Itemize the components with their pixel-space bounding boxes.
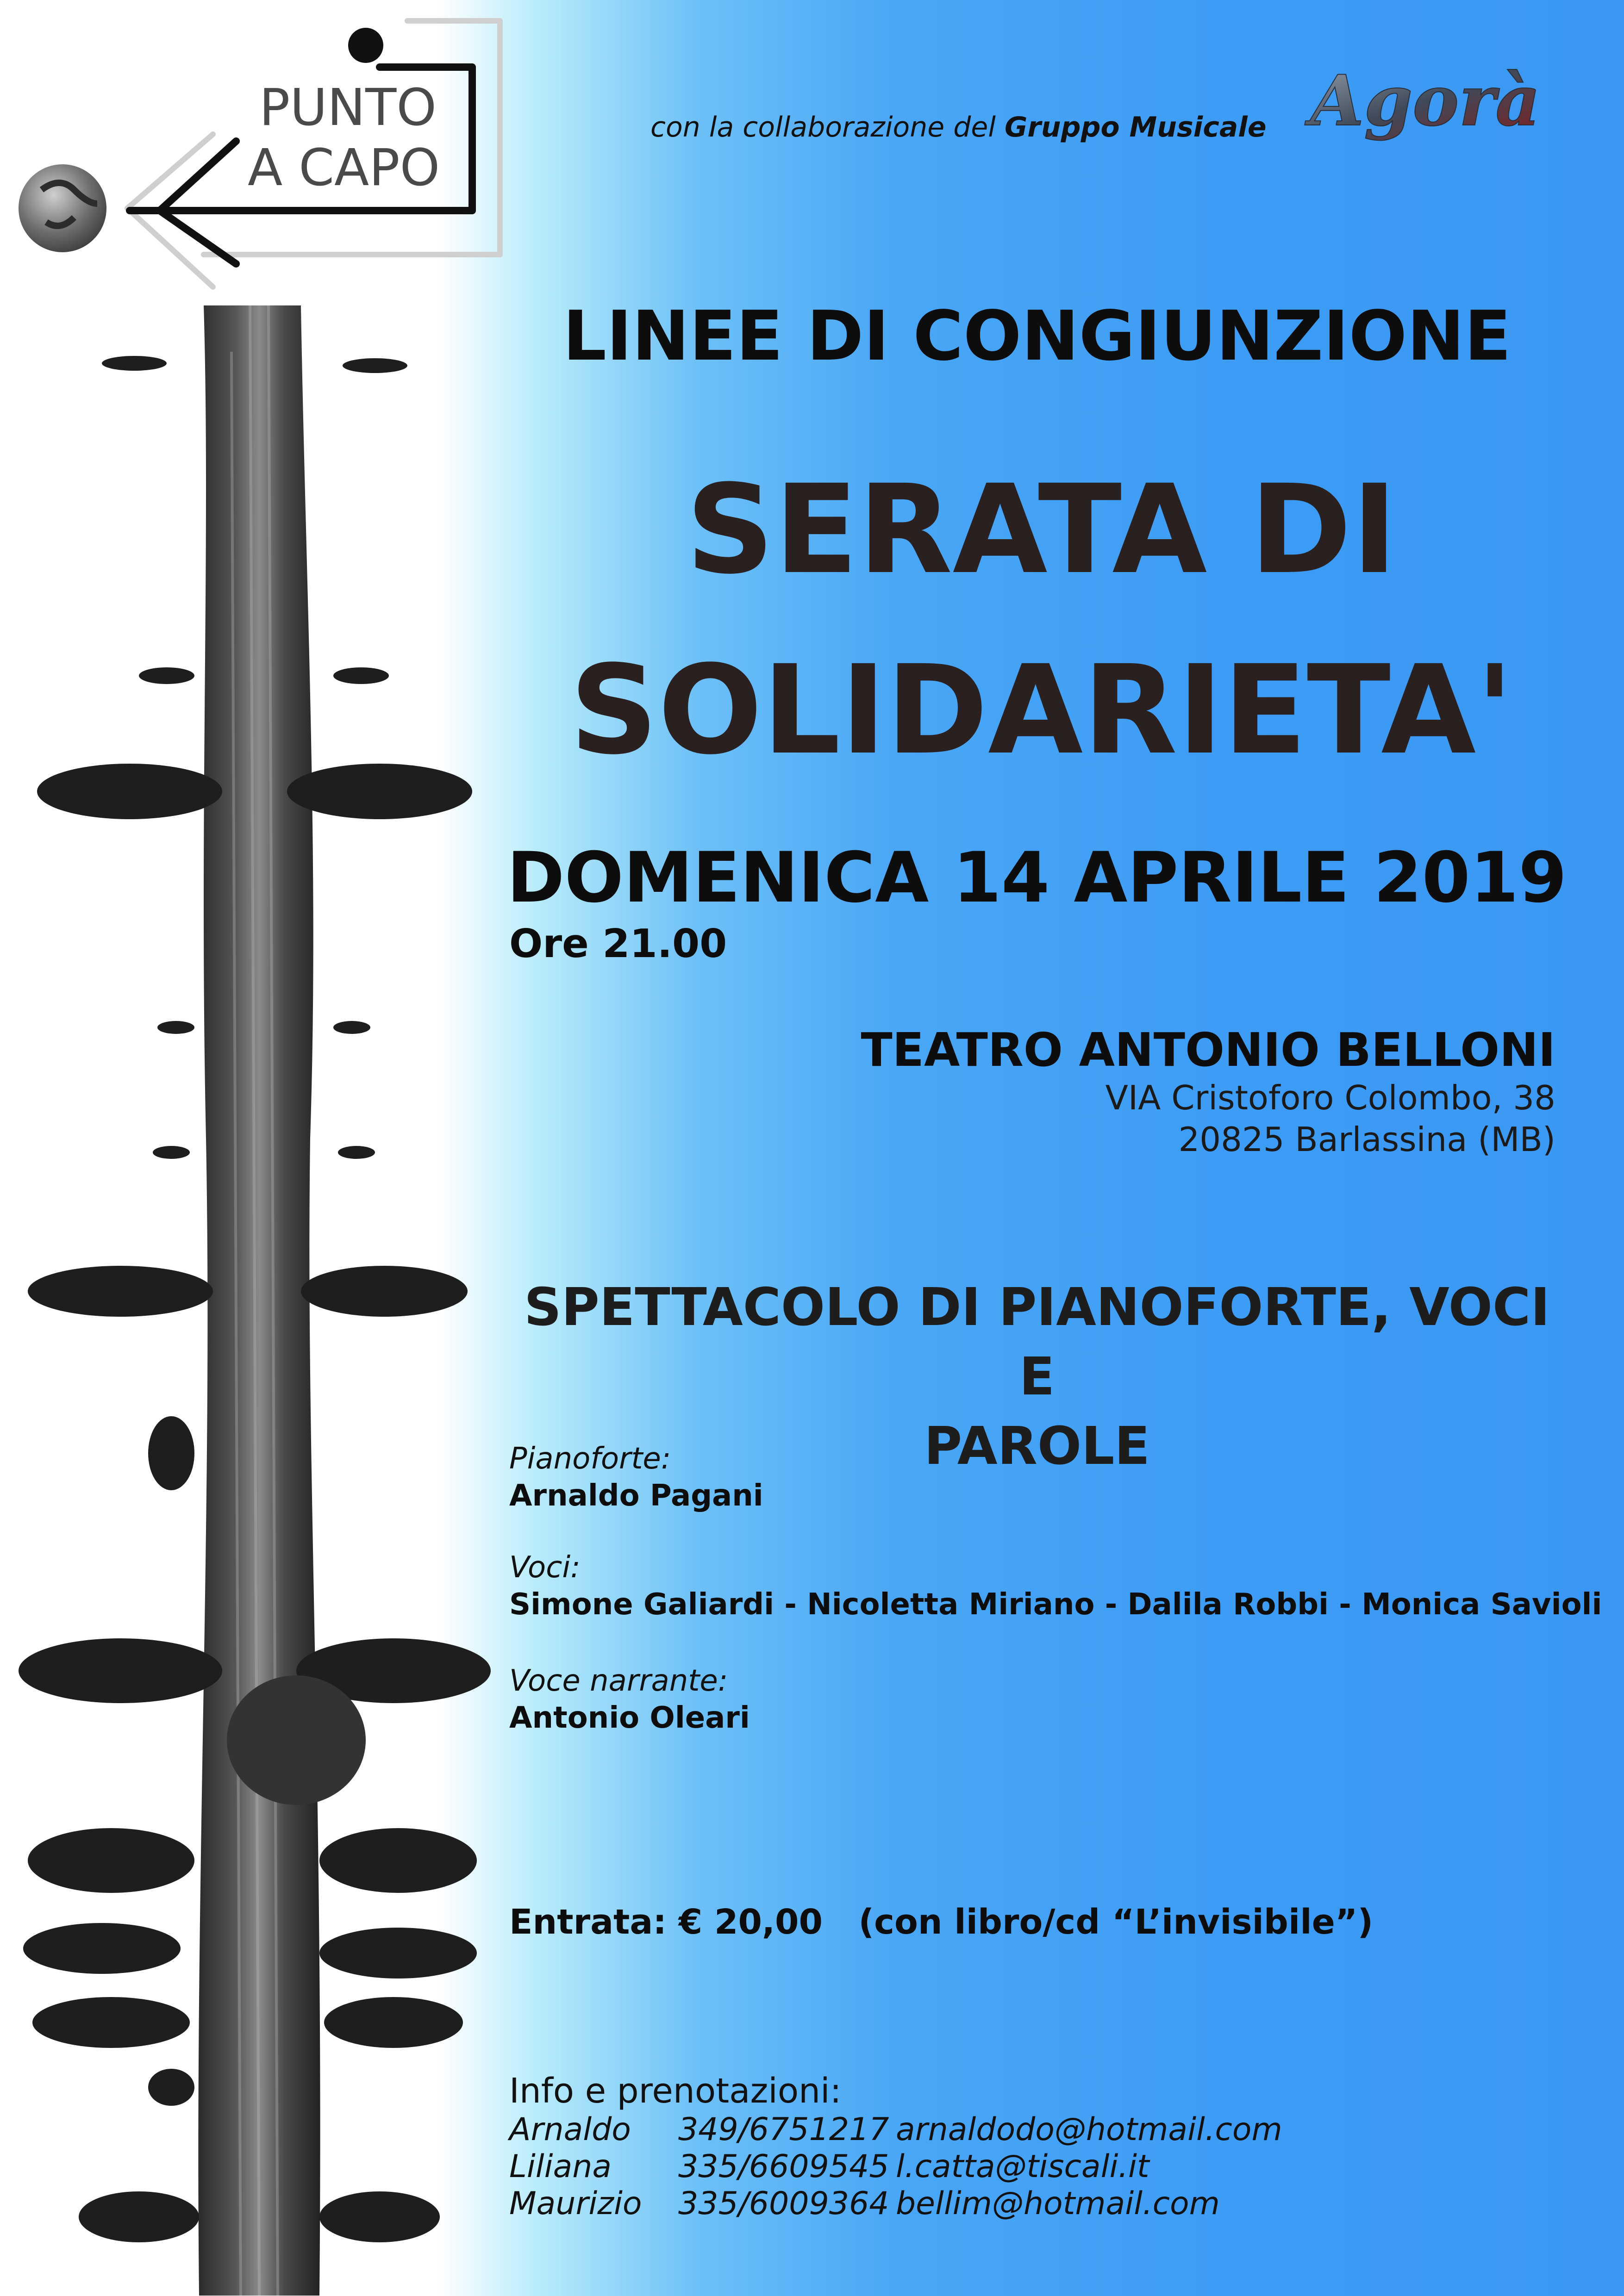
contact-row [509,2111,1574,2148]
contact-phone[interactable]: 335/6009364 [678,2185,889,2222]
credit-names-voci: Simone Galiardi - Nicoletta Miriano - Dalila Robbi - Monica Savioli [509,1587,1602,1622]
show-title-line2: PAROLE [924,1416,1150,1476]
credit-names-narrator: Antonio Oleari [509,1701,750,1735]
contact-row [509,2185,1574,2222]
contact-name: Maurizio [509,2185,642,2222]
contact-email[interactable]: arnaldodo@hotmail.com [896,2111,1282,2148]
credit-role-voci: Voci: [509,1550,581,1585]
punto-a-capo-logo [14,14,509,301]
collaboration-prefix: con la collaborazione del [650,111,1005,143]
entry-price [509,1902,1373,1942]
event-time: Ore 21.00 [509,921,727,967]
event-date: DOMENICA 14 APRILE 2019 [507,838,1567,918]
svg-text:Agorà: Agorà [1310,60,1541,142]
venue-city: 20825 Barlassina (MB) [1178,1120,1555,1159]
entry-note: (con libro/cd “L’invisibile”) [858,1902,1374,1942]
venue-name: TEATRO ANTONIO BELLONI [861,1023,1555,1077]
dot-icon [348,28,383,63]
main-title-line2: SOLIDARIETA' [569,639,1514,782]
headline: LINEE DI CONGIUNZIONE [562,296,1512,376]
collaboration-note [650,111,1267,143]
contact-name: Liliana [509,2148,612,2185]
globe-icon [19,164,106,252]
credit-names-piano: Arnaldo Pagani [509,1479,763,1513]
contact-name: Arnaldo [509,2111,631,2148]
group-label: Gruppo Musicale [1004,111,1267,143]
show-title-line1: SPETTACOLO DI PIANOFORTE, VOCI E [524,1277,1550,1407]
entry-label: Entrata: € 20,00 [509,1902,823,1942]
info-heading: Info e prenotazioni: [509,2071,842,2111]
contact-row [509,2148,1574,2185]
agora-logo [1301,51,1560,153]
contact-email[interactable]: l.catta@tiscali.it [896,2148,1149,2185]
credit-role-narrator: Voce narrante: [509,1664,728,1698]
main-title [491,440,1593,801]
logo-text-line2: A CAPO [248,138,440,197]
contact-email[interactable]: bellim@hotmail.com [896,2185,1220,2222]
main-title-line1: SERATA DI [686,459,1398,601]
credit-role-piano: Pianoforte: [509,1442,671,1476]
venue-street: VIA Cristoforo Colombo, 38 [1105,1078,1555,1117]
contact-phone[interactable]: 349/6751217 [678,2111,889,2148]
photo-reflection [0,305,500,2296]
logo-text-line1: PUNTO [259,78,437,137]
contact-phone[interactable]: 335/6609545 [678,2148,889,2185]
